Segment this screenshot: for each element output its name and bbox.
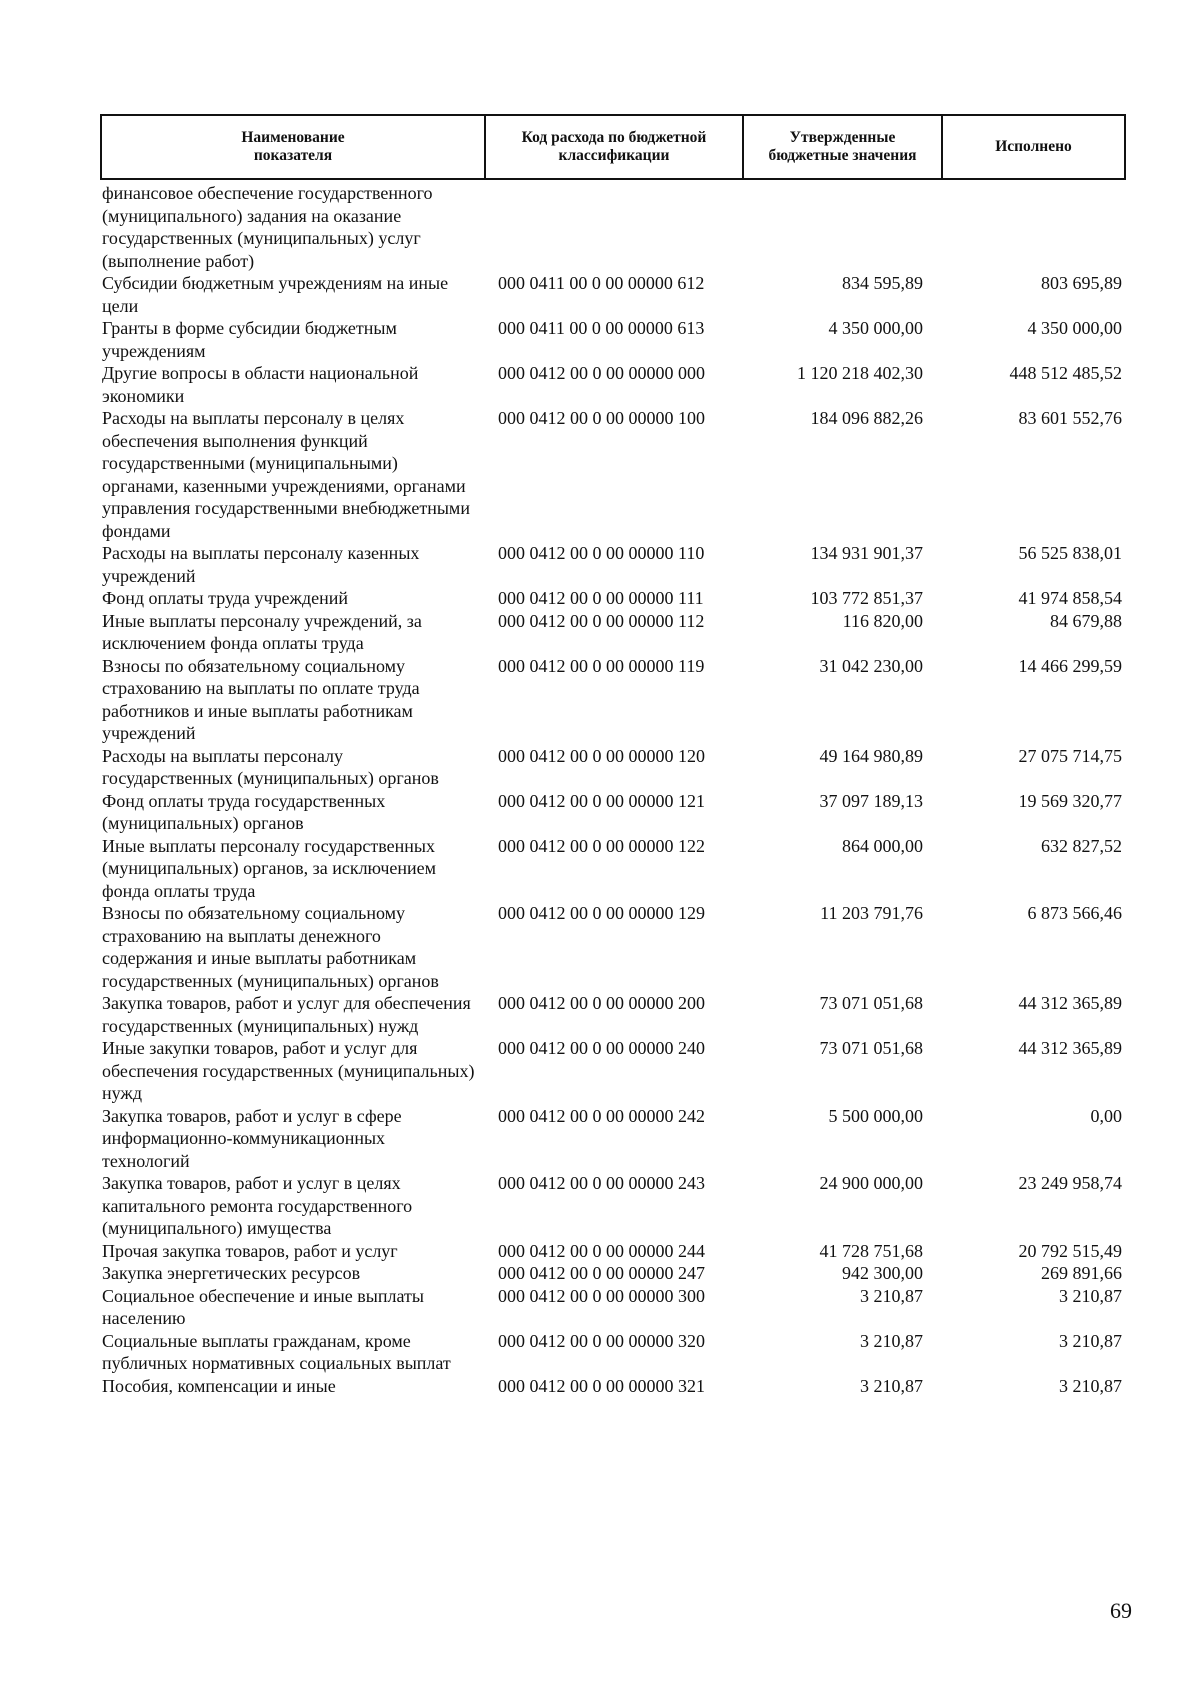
row-code: 000 0412 00 0 00 00000 320 [498, 1330, 705, 1351]
table-row [98, 1037, 1130, 1105]
row-executed: 23 249 958,74 [1018, 1173, 1122, 1193]
row-code: 000 0411 00 0 00 00000 612 [498, 273, 705, 293]
row-code: 000 0412 00 0 00 00000 100 [498, 408, 705, 428]
header-name: Наименование показателя [102, 116, 486, 178]
row-approved: 864 000,00 [842, 835, 923, 856]
table-row [98, 1262, 1130, 1285]
row-approved: 37 097 189,13 [819, 790, 923, 811]
row-executed: 3 210,87 [1059, 1330, 1122, 1351]
row-code: 000 0412 00 0 00 00000 244 [498, 1240, 705, 1261]
row-executed: 0,00 [1090, 1105, 1122, 1126]
table-row [98, 587, 1130, 610]
row-code: 000 0412 00 0 00 00000 122 [498, 835, 705, 856]
table-row [98, 1105, 1130, 1173]
table-row [98, 992, 1130, 1037]
row-executed: 269 891,66 [1041, 1263, 1122, 1283]
row-code: 000 0412 00 0 00 00000 121 [498, 790, 705, 811]
row-code: 000 0412 00 0 00 00000 000 [498, 363, 705, 383]
row-executed: 56 525 838,01 [1018, 543, 1122, 563]
table-row [98, 362, 1130, 407]
row-name: Иные закупки товаров, работ и услуг для обеспечения государственных (муниципальных) нужд [102, 1038, 475, 1103]
row-approved: 134 931 901,37 [810, 543, 923, 563]
row-approved: 73 071 051,68 [819, 993, 923, 1013]
row-code [484, 182, 744, 272]
row-approved: 116 820,00 [842, 610, 923, 631]
row-code: 000 0412 00 0 00 00000 240 [498, 1038, 705, 1058]
row-code: 000 0412 00 0 00 00000 200 [498, 993, 705, 1013]
row-name: Расходы на выплаты персоналу государственных (муниципальных) органов [102, 745, 439, 788]
row-name: Прочая закупка товаров, работ и услуг [102, 1240, 398, 1261]
row-code: 000 0412 00 0 00 00000 242 [498, 1105, 705, 1126]
row-approved: 73 071 051,68 [819, 1038, 923, 1058]
row-approved [744, 182, 943, 272]
row-approved: 49 164 980,89 [819, 745, 923, 766]
row-code: 000 0411 00 0 00 00000 613 [498, 318, 705, 338]
table-row [98, 317, 1130, 362]
row-approved: 3 210,87 [860, 1375, 923, 1396]
table-row [98, 182, 1130, 272]
row-code: 000 0412 00 0 00 00000 112 [498, 610, 705, 631]
row-code: 000 0412 00 0 00 00000 129 [498, 903, 705, 923]
row-name: Фонд оплаты труда учреждений [102, 588, 348, 608]
table-row [98, 407, 1130, 542]
row-executed: 84 679,88 [1050, 610, 1122, 631]
row-name: Другие вопросы в области национальной экономики [102, 363, 419, 406]
table-row [98, 1375, 1130, 1398]
row-name: финансовое обеспечение государственного (муниципального) задания на оказание государственных (муниципальных) услуг (выполнение работ) [102, 183, 433, 271]
row-name: Расходы на выплаты персоналу казенных учреждений [102, 543, 420, 586]
table-row [98, 790, 1130, 835]
header-code: Код расхода по бюджетной классификации [486, 116, 744, 178]
row-executed: 41 974 858,54 [1018, 588, 1122, 608]
row-code: 000 0412 00 0 00 00000 111 [498, 588, 704, 608]
table-row [98, 1285, 1130, 1330]
row-name: Социальное обеспечение и иные выплаты населению [102, 1285, 424, 1328]
row-approved: 834 595,89 [842, 273, 923, 293]
row-executed: 632 827,52 [1041, 835, 1122, 856]
row-name: Иные выплаты персоналу государственных (муниципальных) органов, за исключением фонда оплаты труда [102, 835, 437, 901]
row-approved: 24 900 000,00 [819, 1173, 923, 1193]
row-name: Закупка товаров, работ и услуг для обеспечения государственных (муниципальных) нужд [102, 993, 471, 1036]
row-executed [943, 182, 1130, 272]
table-row [98, 1240, 1130, 1263]
row-name: Субсидии бюджетным учреждениям на иные цели [102, 273, 449, 316]
table-row [98, 610, 1130, 655]
row-code: 000 0412 00 0 00 00000 119 [498, 655, 705, 676]
row-name: Гранты в форме субсидии бюджетным учреждениям [102, 318, 397, 361]
row-code: 000 0412 00 0 00 00000 120 [498, 745, 705, 766]
row-executed: 448 512 485,52 [1009, 363, 1122, 383]
table-header [100, 114, 1126, 180]
table-row [98, 745, 1130, 790]
row-executed: 3 210,87 [1059, 1375, 1122, 1396]
row-executed: 6 873 566,46 [1027, 903, 1122, 923]
row-approved: 3 210,87 [860, 1285, 923, 1306]
row-name: Социальные выплаты гражданам, кроме публичных нормативных социальных выплат [102, 1330, 451, 1373]
row-approved: 942 300,00 [842, 1263, 923, 1283]
row-approved: 184 096 882,26 [810, 408, 923, 428]
row-approved: 4 350 000,00 [828, 318, 923, 338]
table-row [98, 542, 1130, 587]
row-name: Закупка товаров, работ и услуг в сфере информационно-коммуникационных технологий [102, 1105, 402, 1171]
row-executed: 4 350 000,00 [1027, 318, 1122, 338]
row-executed: 44 312 365,89 [1018, 993, 1122, 1013]
row-name: Иные выплаты персоналу учреждений, за исключением фонда оплаты труда [102, 610, 422, 653]
row-approved: 3 210,87 [860, 1330, 923, 1351]
row-name: Взносы по обязательному социальному страхованию на выплаты по оплате труда работников и иные выплаты работникам учреждений [102, 655, 420, 743]
row-executed: 44 312 365,89 [1018, 1038, 1122, 1058]
row-executed: 14 466 299,59 [1018, 655, 1122, 676]
row-name: Закупка товаров, работ и услуг в целях капитального ремонта государственного (муниципального) имущества [102, 1173, 413, 1238]
header-approved: Утвержденные бюджетные значения [744, 116, 943, 178]
row-executed: 83 601 552,76 [1018, 408, 1122, 428]
table-row [98, 835, 1130, 903]
table-row [98, 902, 1130, 992]
row-approved: 1 120 218 402,30 [797, 363, 923, 383]
row-code: 000 0412 00 0 00 00000 247 [498, 1263, 705, 1283]
table-row [98, 655, 1130, 745]
row-code: 000 0412 00 0 00 00000 321 [498, 1375, 705, 1396]
row-approved: 11 203 791,76 [820, 903, 923, 923]
table-row [98, 1172, 1130, 1240]
table-row [98, 272, 1130, 317]
row-approved: 41 728 751,68 [819, 1240, 923, 1261]
row-executed: 19 569 320,77 [1018, 790, 1122, 811]
row-name: Расходы на выплаты персоналу в целях обеспечения выполнения функций государственными (муниципальными) органами, казенными учреждениями, органами управления государственными внебюджетными фондами [102, 408, 470, 541]
row-executed: 3 210,87 [1059, 1285, 1122, 1306]
table-row [98, 1330, 1130, 1375]
row-executed: 20 792 515,49 [1018, 1240, 1122, 1261]
row-approved: 103 772 851,37 [810, 588, 923, 608]
row-code: 000 0412 00 0 00 00000 300 [498, 1285, 705, 1306]
row-name: Пособия, компенсации и иные [102, 1375, 336, 1396]
row-executed: 27 075 714,75 [1018, 745, 1122, 766]
row-code: 000 0412 00 0 00 00000 243 [498, 1173, 705, 1193]
header-executed: Исполнено [995, 138, 1072, 155]
row-executed: 803 695,89 [1041, 273, 1122, 293]
row-name: Закупка энергетических ресурсов [102, 1263, 361, 1283]
page-number: 69 [1110, 1598, 1132, 1623]
row-name: Фонд оплаты труда государственных (муниципальных) органов [102, 790, 386, 833]
row-code: 000 0412 00 0 00 00000 110 [498, 543, 705, 563]
row-approved: 31 042 230,00 [819, 655, 923, 676]
row-name: Взносы по обязательному социальному страхованию на выплаты денежного содержания и иные выплаты работникам государственных (муниципальных) органов [102, 903, 439, 991]
table-body [98, 182, 1130, 1397]
row-approved: 5 500 000,00 [828, 1105, 923, 1126]
